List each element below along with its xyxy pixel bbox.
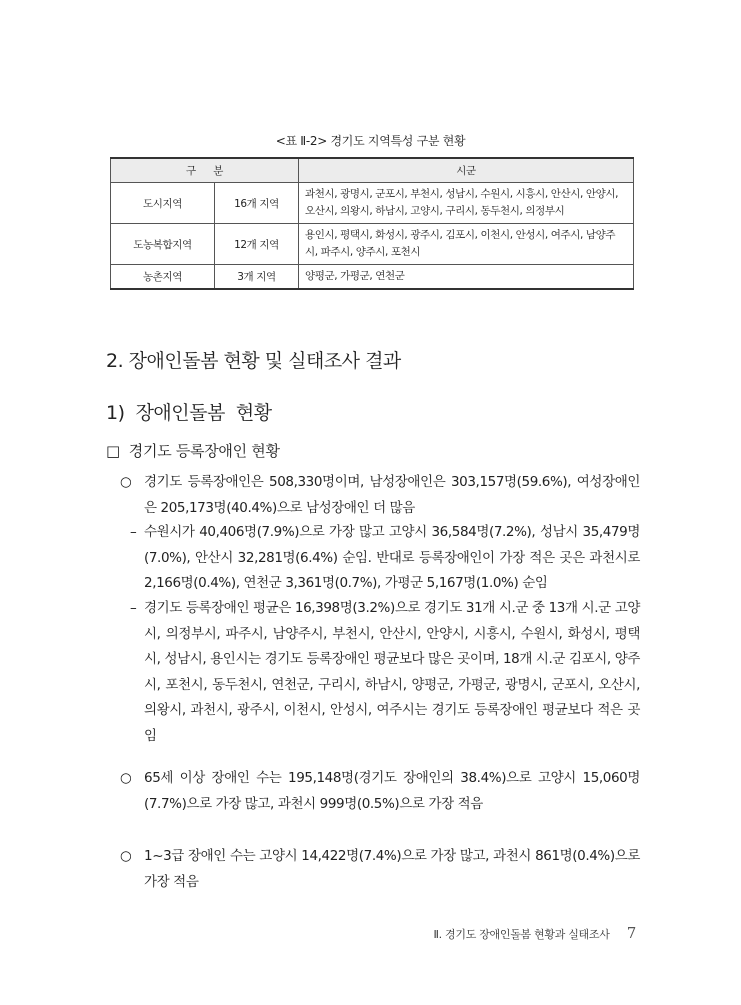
paragraph-text: 경기도 등록장애인 평균은 16,398명(3.2%)으로 경기도 31개 시.군 중 13개 시.군 고양시, 의정부시, 파주시, 남양주시, 부천시, 안산시, 안양시, 시흥시, 수원시, 화성시, 평택시, 성남시, 용인시는 경기도 등록장애인 평균보다 많은 곳이며, 18개 시.군 김포시, 양주시, 포천시, 동두천시, 연천군, 구리시, 하남시, 양평군, 가평군, 광명시, 군포시, 오산시, 의왕시, 과천시, 광주시, 이천시, 안성시, 여주시는 경기도 등록장애인 평균보다 적은 곳임 <box>144 600 640 744</box>
cell-count: 16개 지역 <box>215 183 299 224</box>
topic-heading: □ 경기도 등록장애인 현황 <box>106 442 280 460</box>
footer-text: Ⅱ. 경기도 장애인돌봄 현황과 실태조사 <box>433 928 610 941</box>
dash-bullet-icon: – <box>130 600 137 616</box>
page-footer <box>434 924 636 942</box>
header-cities: 시군 <box>299 158 634 183</box>
table-row <box>111 224 634 265</box>
header-category: 구 분 <box>111 158 299 183</box>
table-caption: <표 Ⅱ-2> 경기도 지역특성 구분 현황 <box>275 134 466 148</box>
sub-bullet-paragraph <box>130 520 640 597</box>
sub-bullet-paragraph <box>130 596 640 749</box>
bullet-paragraph <box>120 470 640 521</box>
bullet-paragraph <box>120 766 640 817</box>
circle-bullet-icon: ○ <box>120 474 132 490</box>
subsection-heading: 1) 장애인돌봄 현황 <box>106 402 272 424</box>
paragraph-text: 65세 이상 장애인 수는 195,148명(경기도 장애인의 38.4%)으로 고양시 15,060명(7.7%)으로 가장 많고, 과천시 999명(0.5%)으로 가장 적음 <box>144 770 640 812</box>
cell-cities: 양평군, 가평군, 연천군 <box>299 265 634 290</box>
cell-cities: 용인시, 평택시, 화성시, 광주시, 김포시, 이천시, 안성시, 여주시, 남양주시, 파주시, 양주시, 포천시 <box>299 224 634 265</box>
dash-bullet-icon: – <box>130 524 137 540</box>
cell-type: 도시지역 <box>111 183 215 224</box>
section-heading: 2. 장애인돌봄 현황 및 실태조사 결과 <box>106 350 401 372</box>
cell-count: 12개 지역 <box>215 224 299 265</box>
cell-cities: 과천시, 광명시, 군포시, 부천시, 성남시, 수원시, 시흥시, 안산시, 안양시, 오산시, 의왕시, 하남시, 고양시, 구리시, 동두천시, 의정부시 <box>299 183 634 224</box>
circle-bullet-icon: ○ <box>120 770 132 786</box>
region-table <box>110 157 634 290</box>
paragraph-text: 경기도 등록장애인은 508,330명이며, 남성장애인은 303,157명(59.6%), 여성장애인은 205,173명(40.4%)으로 남성장애인 더 많음 <box>144 474 640 516</box>
table-row <box>111 183 634 224</box>
paragraph-text: 수원시가 40,406명(7.9%)으로 가장 많고 고양시 36,584명(7.2%), 성남시 35,479명(7.0%), 안산시 32,281명(6.4%) 순임. 반대로 등록장애인이 가장 적은 곳은 과천시로 2,166명(0.4%), 연천군 3,361명(0.7%), 가평군 5,167명(1.0%) 순임 <box>144 524 640 591</box>
paragraph-text: 1~3급 장애인 수는 고양시 14,422명(7.4%)으로 가장 많고, 과천시 861명(0.4%)으로 가장 적음 <box>144 848 640 890</box>
table-row <box>111 265 634 290</box>
cell-count: 3개 지역 <box>215 265 299 290</box>
cell-type: 도농복합지역 <box>111 224 215 265</box>
bullet-paragraph <box>120 844 640 895</box>
circle-bullet-icon: ○ <box>120 848 132 864</box>
page-number: 7 <box>626 924 636 942</box>
cell-type: 농촌지역 <box>111 265 215 290</box>
table-header-row <box>111 158 634 183</box>
